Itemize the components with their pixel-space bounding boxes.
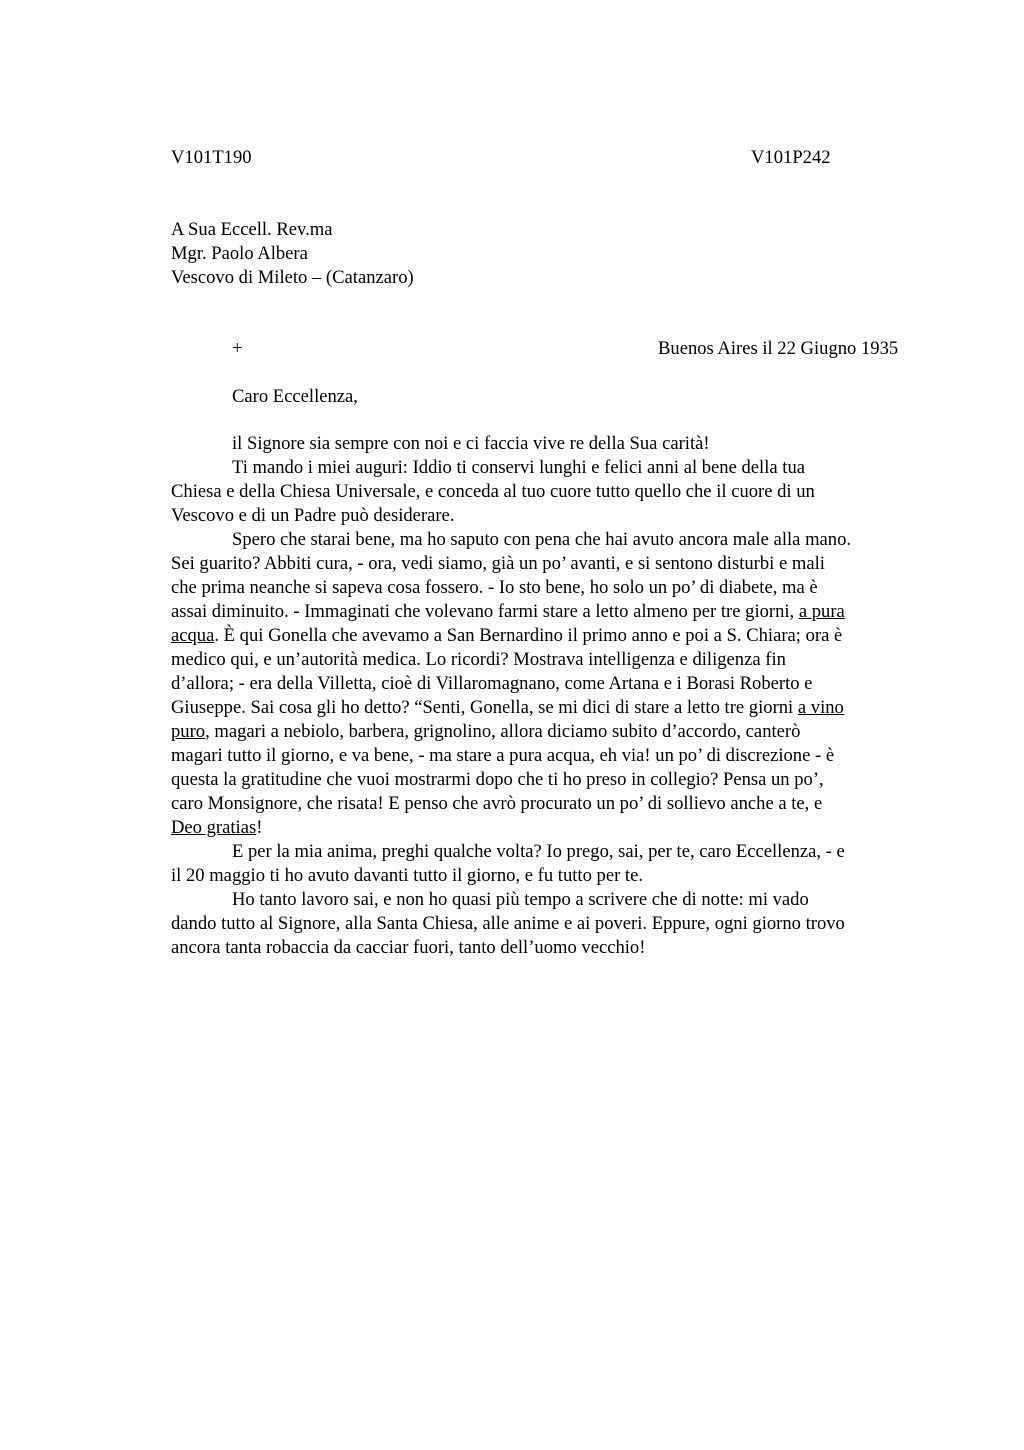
address-line-name: Mgr. Paolo Albera [171, 243, 308, 264]
body-line [171, 816, 931, 840]
body-line: questa la gratitudine che vuoi mostrarmi dopo che ti ho preso in collegio? Pensa un po’, [171, 769, 824, 790]
body-line: Vescovo e di un Padre può desiderare. [171, 505, 455, 526]
underlined-phrase: puro [171, 721, 206, 742]
body-text-segment: , magari a nebiolo, barbera, grignolino, allora diciamo subito d’accordo, canterò [205, 721, 801, 742]
body-line: dando tutto al Signore, alla Santa Chiesa, alle anime e ai poveri. Eppure, ogni giorno trovo [171, 913, 845, 934]
body-line: Ti mando i miei auguri: Iddio ti conservi lunghi e felici anni al bene della tua [232, 457, 806, 478]
cross-mark: + [232, 338, 243, 359]
recipient-address [171, 218, 414, 290]
body-text-segment: Giuseppe. Sai cosa gli ho detto? “Senti, Gonella, se mi dici di stare a letto tre giorni [171, 697, 798, 718]
body-text-segment: assai diminuito. - Immaginati che volevano farmi stare a letto almeno per tre giorni, [171, 601, 799, 622]
body-line: ancora tanta robaccia da cacciar fuori, tanto dell’uomo vecchio! [171, 937, 646, 958]
body-text-segment: ! [256, 817, 263, 838]
underlined-phrase: acqua [171, 625, 215, 646]
letter-body [171, 432, 931, 960]
salutation: Caro Eccellenza, [232, 386, 358, 407]
document-code-right: V101P242 [751, 147, 831, 168]
document-code-left: V101T190 [171, 147, 252, 168]
body-line: Ho tanto lavoro sai, e non ho quasi più tempo a scrivere che di notte: mi vado [232, 889, 809, 910]
address-line-location: Vescovo di Mileto – (Catanzaro) [171, 267, 414, 288]
place-date-line: Buenos Aires il 22 Giugno 1935 [658, 338, 899, 359]
body-line: medico qui, e un’autorità medica. Lo ricordi? Mostrava intelligenza e diligenza fin [171, 649, 786, 670]
body-line: caro Monsignore, che risata! E penso che avrò procurato un po’ di sollievo anche a te, e [171, 793, 823, 814]
body-line: che prima neanche si sapeva cosa fossero. - Io sto bene, ho solo un po’ di diabete, ma è [171, 577, 818, 598]
body-line [171, 624, 931, 648]
body-line: E per la mia anima, preghi qualche volta? Io prego, sai, per te, caro Eccellenza, - e [232, 841, 845, 862]
body-line: d’allora; - era della Villetta, cioè di Villaromagnano, come Artana e i Borasi Roberto e [171, 673, 813, 694]
body-line [171, 720, 931, 744]
body-line [171, 600, 931, 624]
underlined-phrase: a pura [798, 601, 845, 622]
body-line: il Signore sia sempre con noi e ci faccia vive re della Sua carità! [232, 433, 710, 454]
body-line: il 20 maggio ti ho avuto davanti tutto il giorno, e fu tutto per te. [171, 865, 643, 886]
body-line [171, 696, 931, 720]
body-line: Sei guarito? Abbiti cura, - ora, vedi siamo, già un po’ avanti, e si sentono disturbi e mali [171, 553, 825, 574]
underlined-phrase: a vino [797, 697, 844, 718]
body-line: Chiesa e della Chiesa Universale, e conceda al tuo cuore tutto quello che il cuore di un [171, 481, 815, 502]
body-line: magari tutto il giorno, e va bene, - ma stare a pura acqua, eh via! un po’ di discrezione - è [171, 745, 835, 766]
body-line: Spero che starai bene, ma ho saputo con pena che hai avuto ancora male alla mano. [232, 529, 852, 550]
body-text-segment: . È qui Gonella che avevamo a San Bernardino il primo anno e poi a S. Chiara; ora è [214, 625, 843, 646]
address-line-title: A Sua Eccell. Rev.ma [171, 219, 333, 240]
underlined-phrase: Deo gratias [171, 817, 257, 838]
